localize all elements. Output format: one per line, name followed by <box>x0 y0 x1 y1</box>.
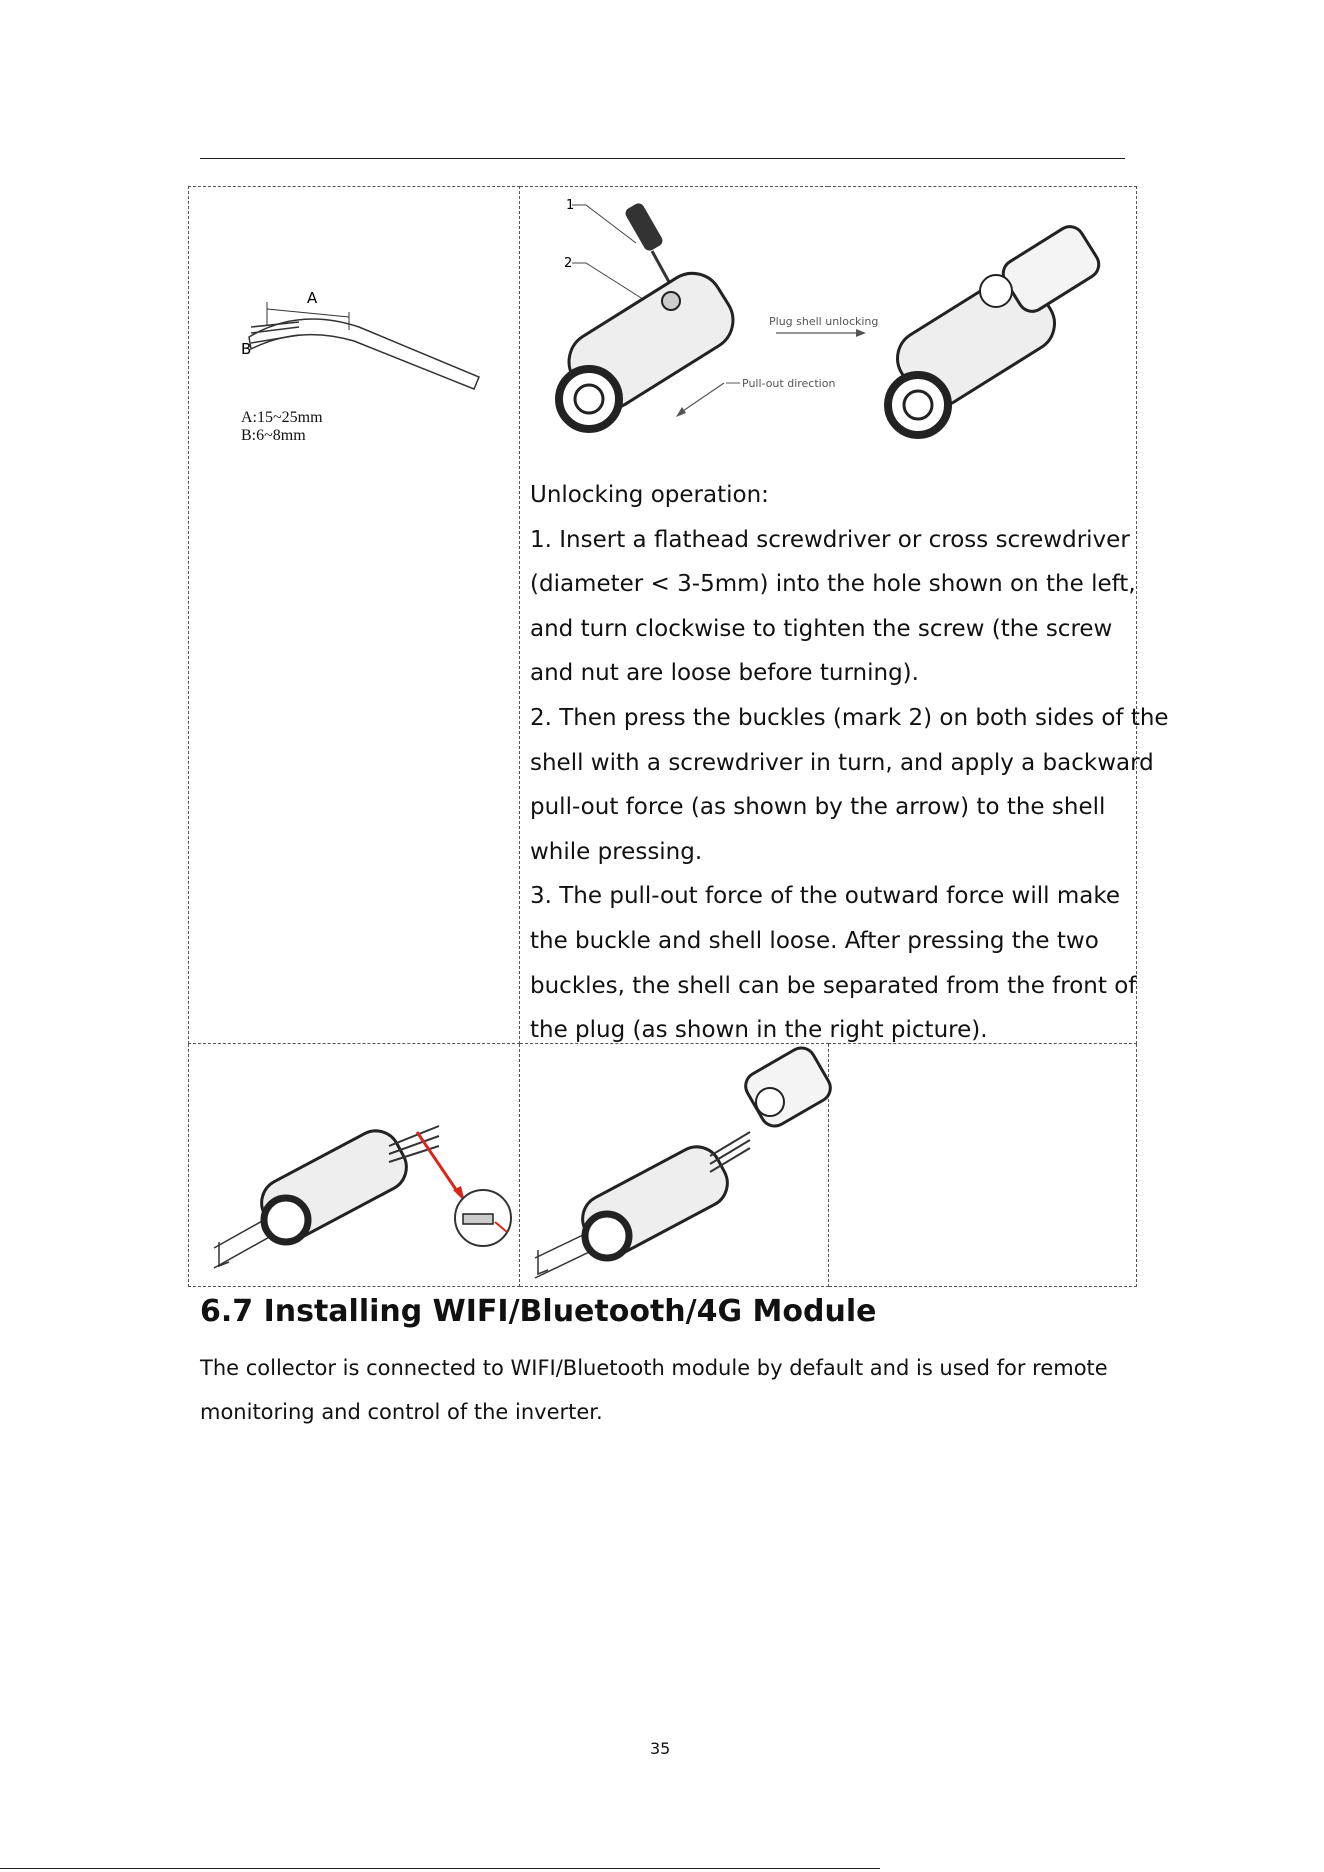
arrow-label-shell: Plug shell unlocking <box>769 315 879 328</box>
instruction-line: 3. The pull-out force of the outward force will make <box>530 883 1120 910</box>
cable-strip-illustration <box>189 227 519 467</box>
instruction-line: shell with a screwdriver in turn, and apply a backward <box>530 749 1154 776</box>
instruction-line: buckles, the shell can be separated from the front of <box>530 972 1137 999</box>
instruction-line: pull-out force (as shown by the arrow) to the shell <box>530 794 1106 821</box>
connector-open-icon <box>887 221 1104 435</box>
callout-2: 2 <box>564 256 573 271</box>
instruction-line: (diameter < 3-5mm) into the hole shown on the left, <box>530 571 1136 598</box>
section-heading: 6.7 Installing WIFI/Bluetooth/4G Module <box>200 1294 877 1329</box>
cable-strip-cell <box>189 187 520 1044</box>
unlock-cell <box>520 187 1169 1044</box>
dimension-a: A:15~25mm <box>241 409 323 426</box>
assembly-cell <box>520 1044 829 1287</box>
label-b: B <box>241 340 252 358</box>
header-rule <box>200 158 1125 159</box>
instruction-line: while pressing. <box>530 838 703 865</box>
instruction-line: and nut are loose before turning). <box>530 660 919 687</box>
instruction-line: the buckle and shell loose. After pressing the two <box>530 927 1099 954</box>
dimension-b: B:6~8mm <box>241 427 306 444</box>
connector-closed-icon <box>558 262 745 429</box>
instruction-line: and turn clockwise to tighten the screw (the screw <box>530 615 1113 642</box>
screwdriver-icon <box>623 201 674 291</box>
instruction-line: Unlocking operation: <box>530 482 769 508</box>
page-number: 35 <box>650 1739 671 1758</box>
crimp-illustration <box>189 1044 519 1284</box>
section-body: The collector is connected to WIFI/Bluetooth module by default and is used for remote monitoring and control of the inverter. <box>200 1356 1108 1424</box>
instruction-line: 2. Then press the buckles (mark 2) on both sides of the <box>530 704 1169 731</box>
label-a: A <box>307 289 318 307</box>
procedure-table <box>188 186 1169 1287</box>
blank-cell <box>828 1044 1137 1287</box>
instruction-line: the plug (as shown in the right picture). <box>530 1017 988 1044</box>
footer-rule <box>0 1868 880 1869</box>
unlocking-instructions <box>530 473 1169 1053</box>
unlock-illustration <box>526 191 1126 461</box>
crimp-cell <box>189 1044 520 1287</box>
callout-1: 1 <box>566 198 575 213</box>
instruction-line: 1. Insert a flathead screwdriver or cross screwdriver <box>530 526 1130 553</box>
arrow-label-pullout: Pull-out direction <box>742 377 836 390</box>
assembly-illustration <box>520 1044 864 1284</box>
